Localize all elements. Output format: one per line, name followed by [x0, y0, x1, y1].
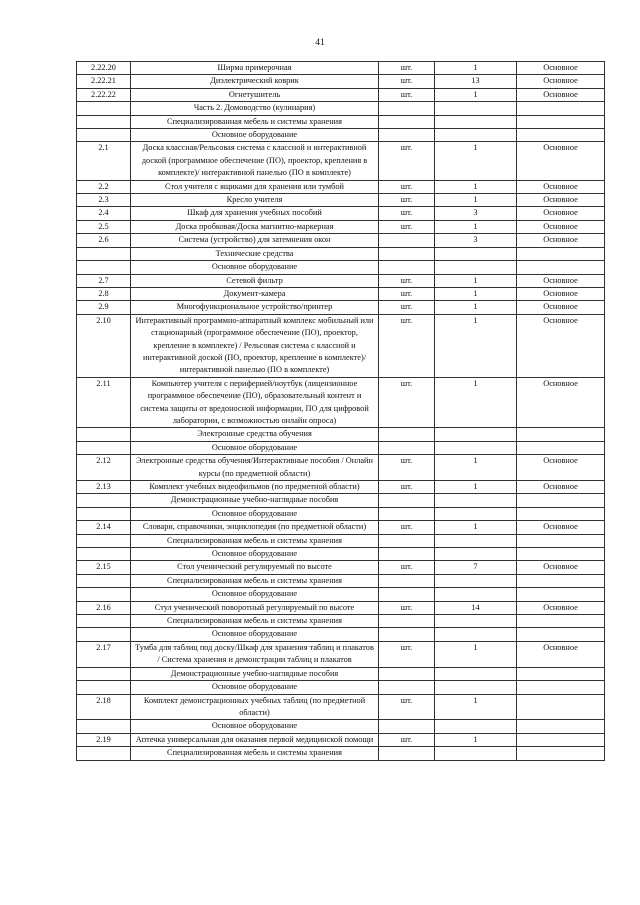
section-header-row [77, 102, 605, 115]
section-title-cell: Основное оборудование [131, 628, 379, 641]
quantity-cell [435, 494, 517, 507]
equipment-table [76, 61, 605, 761]
unit-cell [379, 494, 435, 507]
unit-cell: шт. [379, 142, 435, 180]
number-cell: 2.3 [77, 194, 131, 207]
equipment-type-cell [517, 102, 605, 115]
item-name-cell: Словари, справочники, энциклопедия (по предметной области) [131, 521, 379, 534]
section-title-cell: Основное оборудование [131, 681, 379, 694]
unit-cell [379, 234, 435, 247]
table-row [77, 180, 605, 193]
equipment-type-cell [517, 681, 605, 694]
item-name-cell: Документ-камера [131, 287, 379, 300]
section-header-row [77, 494, 605, 507]
unit-cell: шт. [379, 180, 435, 193]
quantity-cell: 1 [435, 220, 517, 233]
quantity-cell: 1 [435, 194, 517, 207]
table-row [77, 694, 605, 720]
section-header-row [77, 428, 605, 441]
section-header-row [77, 588, 605, 601]
quantity-cell [435, 247, 517, 260]
equipment-type-cell [517, 574, 605, 587]
quantity-cell: 1 [435, 641, 517, 667]
quantity-cell [435, 507, 517, 520]
quantity-cell: 3 [435, 234, 517, 247]
unit-cell: шт. [379, 207, 435, 220]
section-title-cell: Основное оборудование [131, 588, 379, 601]
unit-cell: шт. [379, 75, 435, 88]
quantity-cell: 1 [435, 287, 517, 300]
section-title-cell: Специализированная мебель и системы хранения [131, 115, 379, 128]
equipment-type-cell [517, 534, 605, 547]
table-row [77, 521, 605, 534]
quantity-cell [435, 441, 517, 454]
unit-cell [379, 115, 435, 128]
page-number: 41 [315, 38, 325, 48]
table-row [77, 62, 605, 75]
number-cell: 2.22.20 [77, 62, 131, 75]
unit-cell: шт. [379, 377, 435, 428]
table-row [77, 75, 605, 88]
quantity-cell: 1 [435, 481, 517, 494]
number-cell [77, 247, 131, 260]
quantity-cell [435, 129, 517, 142]
section-header-row [77, 534, 605, 547]
quantity-cell: 1 [435, 274, 517, 287]
section-title-cell: Специализированная мебель и системы хранения [131, 747, 379, 760]
quantity-cell [435, 747, 517, 760]
section-title-cell: Электронные средства обучения [131, 428, 379, 441]
section-title-cell: Основное оборудование [131, 548, 379, 561]
equipment-type-cell: Основное [517, 180, 605, 193]
unit-cell: шт. [379, 694, 435, 720]
unit-cell [379, 441, 435, 454]
equipment-type-cell: Основное [517, 207, 605, 220]
quantity-cell: 13 [435, 75, 517, 88]
equipment-type-cell [517, 494, 605, 507]
section-title-cell: Основное оборудование [131, 441, 379, 454]
number-cell [77, 588, 131, 601]
quantity-cell: 1 [435, 301, 517, 314]
number-cell: 2.22.21 [77, 75, 131, 88]
unit-cell: шт. [379, 521, 435, 534]
unit-cell: шт. [379, 287, 435, 300]
unit-cell [379, 534, 435, 547]
number-cell: 2.2 [77, 180, 131, 193]
section-title-cell: Специализированная мебель и системы хранения [131, 615, 379, 628]
number-cell: 2.14 [77, 521, 131, 534]
quantity-cell [435, 628, 517, 641]
unit-cell [379, 720, 435, 733]
section-header-row [77, 548, 605, 561]
section-title-cell: Демонстрационные учебно-наглядные пособия [131, 494, 379, 507]
number-cell: 2.6 [77, 234, 131, 247]
section-header-row [77, 574, 605, 587]
number-cell: 2.22.22 [77, 88, 131, 101]
number-cell: 2.1 [77, 142, 131, 180]
number-cell: 2.5 [77, 220, 131, 233]
quantity-cell [435, 574, 517, 587]
quantity-cell [435, 261, 517, 274]
equipment-type-cell [517, 667, 605, 680]
quantity-cell: 1 [435, 694, 517, 720]
quantity-cell [435, 428, 517, 441]
unit-cell: шт. [379, 194, 435, 207]
unit-cell: шт. [379, 301, 435, 314]
table-row [77, 481, 605, 494]
item-name-cell: Аптечка универсальная для оказания первой медицинской помощи [131, 733, 379, 746]
number-cell: 2.10 [77, 314, 131, 377]
quantity-cell: 1 [435, 62, 517, 75]
table-row [77, 733, 605, 746]
number-cell: 2.7 [77, 274, 131, 287]
quantity-cell: 7 [435, 561, 517, 574]
section-header-row [77, 507, 605, 520]
number-cell: 2.15 [77, 561, 131, 574]
table-row [77, 142, 605, 180]
table-row [77, 88, 605, 101]
quantity-cell [435, 681, 517, 694]
equipment-type-cell: Основное [517, 301, 605, 314]
item-name-cell: Комплект учебных видеофильмов (по предметной области) [131, 481, 379, 494]
unit-cell [379, 681, 435, 694]
table-row [77, 207, 605, 220]
quantity-cell: 1 [435, 142, 517, 180]
quantity-cell [435, 102, 517, 115]
section-header-row [77, 681, 605, 694]
unit-cell [379, 588, 435, 601]
item-name-cell: Ширма примерочная [131, 62, 379, 75]
number-cell [77, 507, 131, 520]
section-header-row [77, 615, 605, 628]
unit-cell [379, 129, 435, 142]
equipment-type-cell [517, 588, 605, 601]
quantity-cell [435, 720, 517, 733]
unit-cell: шт. [379, 561, 435, 574]
equipment-type-cell: Основное [517, 88, 605, 101]
quantity-cell: 1 [435, 455, 517, 481]
number-cell: 2.4 [77, 207, 131, 220]
table-row [77, 274, 605, 287]
unit-cell [379, 667, 435, 680]
equipment-type-cell [517, 261, 605, 274]
equipment-type-cell [517, 733, 605, 746]
quantity-cell [435, 615, 517, 628]
section-title-cell: Основное оборудование [131, 720, 379, 733]
equipment-type-cell [517, 129, 605, 142]
section-title-cell: Основное оборудование [131, 129, 379, 142]
item-name-cell: Интерактивный программно-аппаратный комплекс мобильный или стационарный (программное обеспечение (ПО), проектор, крепление в комплекте) / Рельсовая система с классной и интерактивной доской (ПО, проектор, крепление в комплекте)/ интерактивной панелью (ПО в комплекте) [131, 314, 379, 377]
number-cell [77, 667, 131, 680]
equipment-type-cell: Основное [517, 377, 605, 428]
item-name-cell: Сетевой фильтр [131, 274, 379, 287]
number-cell [77, 441, 131, 454]
equipment-type-cell [517, 115, 605, 128]
table-row [77, 561, 605, 574]
equipment-type-cell [517, 615, 605, 628]
section-title-cell: Технические средства [131, 247, 379, 260]
item-name-cell: Кресло учителя [131, 194, 379, 207]
number-cell [77, 548, 131, 561]
equipment-type-cell: Основное [517, 314, 605, 377]
number-cell [77, 628, 131, 641]
quantity-cell [435, 548, 517, 561]
section-header-row [77, 720, 605, 733]
unit-cell [379, 428, 435, 441]
number-cell [77, 102, 131, 115]
unit-cell [379, 574, 435, 587]
item-name-cell: Многофункциональное устройство/принтер [131, 301, 379, 314]
unit-cell: шт. [379, 733, 435, 746]
section-header-row [77, 261, 605, 274]
section-title-cell: Специализированная мебель и системы хранения [131, 534, 379, 547]
section-title-cell: Основное оборудование [131, 507, 379, 520]
equipment-type-cell: Основное [517, 62, 605, 75]
item-name-cell: Шкаф для хранения учебных пособий [131, 207, 379, 220]
section-title-cell: Специализированная мебель и системы хранения [131, 574, 379, 587]
equipment-type-cell [517, 694, 605, 720]
item-name-cell: Доска пробковая/Доска магнитно-маркерная [131, 220, 379, 233]
section-title-cell: Основное оборудование [131, 261, 379, 274]
equipment-type-cell: Основное [517, 220, 605, 233]
number-cell: 2.11 [77, 377, 131, 428]
unit-cell [379, 507, 435, 520]
section-header-row [77, 667, 605, 680]
number-cell [77, 720, 131, 733]
section-header-row [77, 129, 605, 142]
equipment-type-cell: Основное [517, 234, 605, 247]
number-cell: 2.8 [77, 287, 131, 300]
table-row [77, 220, 605, 233]
number-cell [77, 681, 131, 694]
unit-cell [379, 615, 435, 628]
number-cell: 2.9 [77, 301, 131, 314]
number-cell [77, 115, 131, 128]
number-cell [77, 574, 131, 587]
unit-cell: шт. [379, 88, 435, 101]
table-row [77, 455, 605, 481]
number-cell: 2.12 [77, 455, 131, 481]
equipment-type-cell [517, 628, 605, 641]
item-name-cell: Комплект демонстрационных учебных таблиц (по предметной области) [131, 694, 379, 720]
equipment-type-cell [517, 720, 605, 733]
table-row [77, 377, 605, 428]
number-cell [77, 494, 131, 507]
equipment-type-cell: Основное [517, 75, 605, 88]
number-cell: 2.17 [77, 641, 131, 667]
equipment-type-cell [517, 441, 605, 454]
item-name-cell: Система (устройство) для затемнения окон [131, 234, 379, 247]
item-name-cell: Диэлектрический коврик [131, 75, 379, 88]
quantity-cell [435, 588, 517, 601]
section-title-cell: Часть 2. Домоводство (кулинария) [131, 102, 379, 115]
table-row [77, 601, 605, 614]
table-row [77, 641, 605, 667]
number-cell [77, 428, 131, 441]
quantity-cell: 1 [435, 377, 517, 428]
number-cell [77, 129, 131, 142]
quantity-cell: 14 [435, 601, 517, 614]
item-name-cell: Тумба для таблиц под доску/Шкаф для хранения таблиц и плакатов / Система хранения и демонстрации таблиц и плакатов [131, 641, 379, 667]
number-cell [77, 615, 131, 628]
number-cell: 2.18 [77, 694, 131, 720]
section-title-cell: Демонстрационные учебно-наглядные пособия [131, 667, 379, 680]
unit-cell: шт. [379, 62, 435, 75]
table-row [77, 194, 605, 207]
table-row [77, 234, 605, 247]
section-header-row [77, 247, 605, 260]
unit-cell [379, 747, 435, 760]
table-row [77, 301, 605, 314]
quantity-cell: 1 [435, 180, 517, 193]
unit-cell: шт. [379, 314, 435, 377]
unit-cell: шт. [379, 220, 435, 233]
unit-cell: шт. [379, 601, 435, 614]
item-name-cell: Компьютер учителя с периферией/ноутбук (лицензионное программное обеспечение (ПО), образовательный контент и система защиты от вредоносной информации, ПО для цифровой лаборатории, с возможностью онлайн опроса) [131, 377, 379, 428]
unit-cell [379, 548, 435, 561]
item-name-cell: Огнетушитель [131, 88, 379, 101]
item-name-cell: Доска классная/Рельсовая система с классной и интерактивной доской (программное обеспечение (ПО), проектор, крепления в комплекте)/ интерактивной панелью (ПО в комплекте) [131, 142, 379, 180]
equipment-type-cell [517, 507, 605, 520]
equipment-type-cell: Основное [517, 641, 605, 667]
unit-cell: шт. [379, 641, 435, 667]
unit-cell [379, 261, 435, 274]
quantity-cell [435, 667, 517, 680]
quantity-cell [435, 534, 517, 547]
unit-cell: шт. [379, 455, 435, 481]
equipment-table-body [77, 62, 605, 761]
equipment-type-cell: Основное [517, 455, 605, 481]
unit-cell: шт. [379, 481, 435, 494]
quantity-cell: 1 [435, 88, 517, 101]
equipment-type-cell [517, 247, 605, 260]
section-header-row [77, 441, 605, 454]
equipment-type-cell: Основное [517, 481, 605, 494]
number-cell [77, 747, 131, 760]
quantity-cell: 1 [435, 314, 517, 377]
equipment-type-cell [517, 747, 605, 760]
item-name-cell: Стол ученический регулируемый по высоте [131, 561, 379, 574]
number-cell: 2.13 [77, 481, 131, 494]
quantity-cell [435, 115, 517, 128]
equipment-type-cell: Основное [517, 142, 605, 180]
quantity-cell: 1 [435, 521, 517, 534]
table-row [77, 314, 605, 377]
unit-cell: шт. [379, 274, 435, 287]
equipment-type-cell: Основное [517, 521, 605, 534]
unit-cell [379, 247, 435, 260]
equipment-type-cell: Основное [517, 561, 605, 574]
item-name-cell: Электронные средства обучения/Интерактивные пособия / Онлайн курсы (по предметной области) [131, 455, 379, 481]
item-name-cell: Стол учителя с ящиками для хранения или тумбой [131, 180, 379, 193]
unit-cell [379, 628, 435, 641]
equipment-type-cell: Основное [517, 274, 605, 287]
table-row [77, 287, 605, 300]
equipment-type-cell: Основное [517, 601, 605, 614]
number-cell: 2.16 [77, 601, 131, 614]
equipment-type-cell [517, 428, 605, 441]
number-cell: 2.19 [77, 733, 131, 746]
section-header-row [77, 747, 605, 760]
section-header-row [77, 628, 605, 641]
quantity-cell: 1 [435, 733, 517, 746]
equipment-type-cell [517, 548, 605, 561]
number-cell [77, 261, 131, 274]
section-header-row [77, 115, 605, 128]
number-cell [77, 534, 131, 547]
unit-cell [379, 102, 435, 115]
equipment-type-cell: Основное [517, 287, 605, 300]
equipment-type-cell: Основное [517, 194, 605, 207]
quantity-cell: 3 [435, 207, 517, 220]
item-name-cell: Стул ученический поворотный регулируемый по высоте [131, 601, 379, 614]
